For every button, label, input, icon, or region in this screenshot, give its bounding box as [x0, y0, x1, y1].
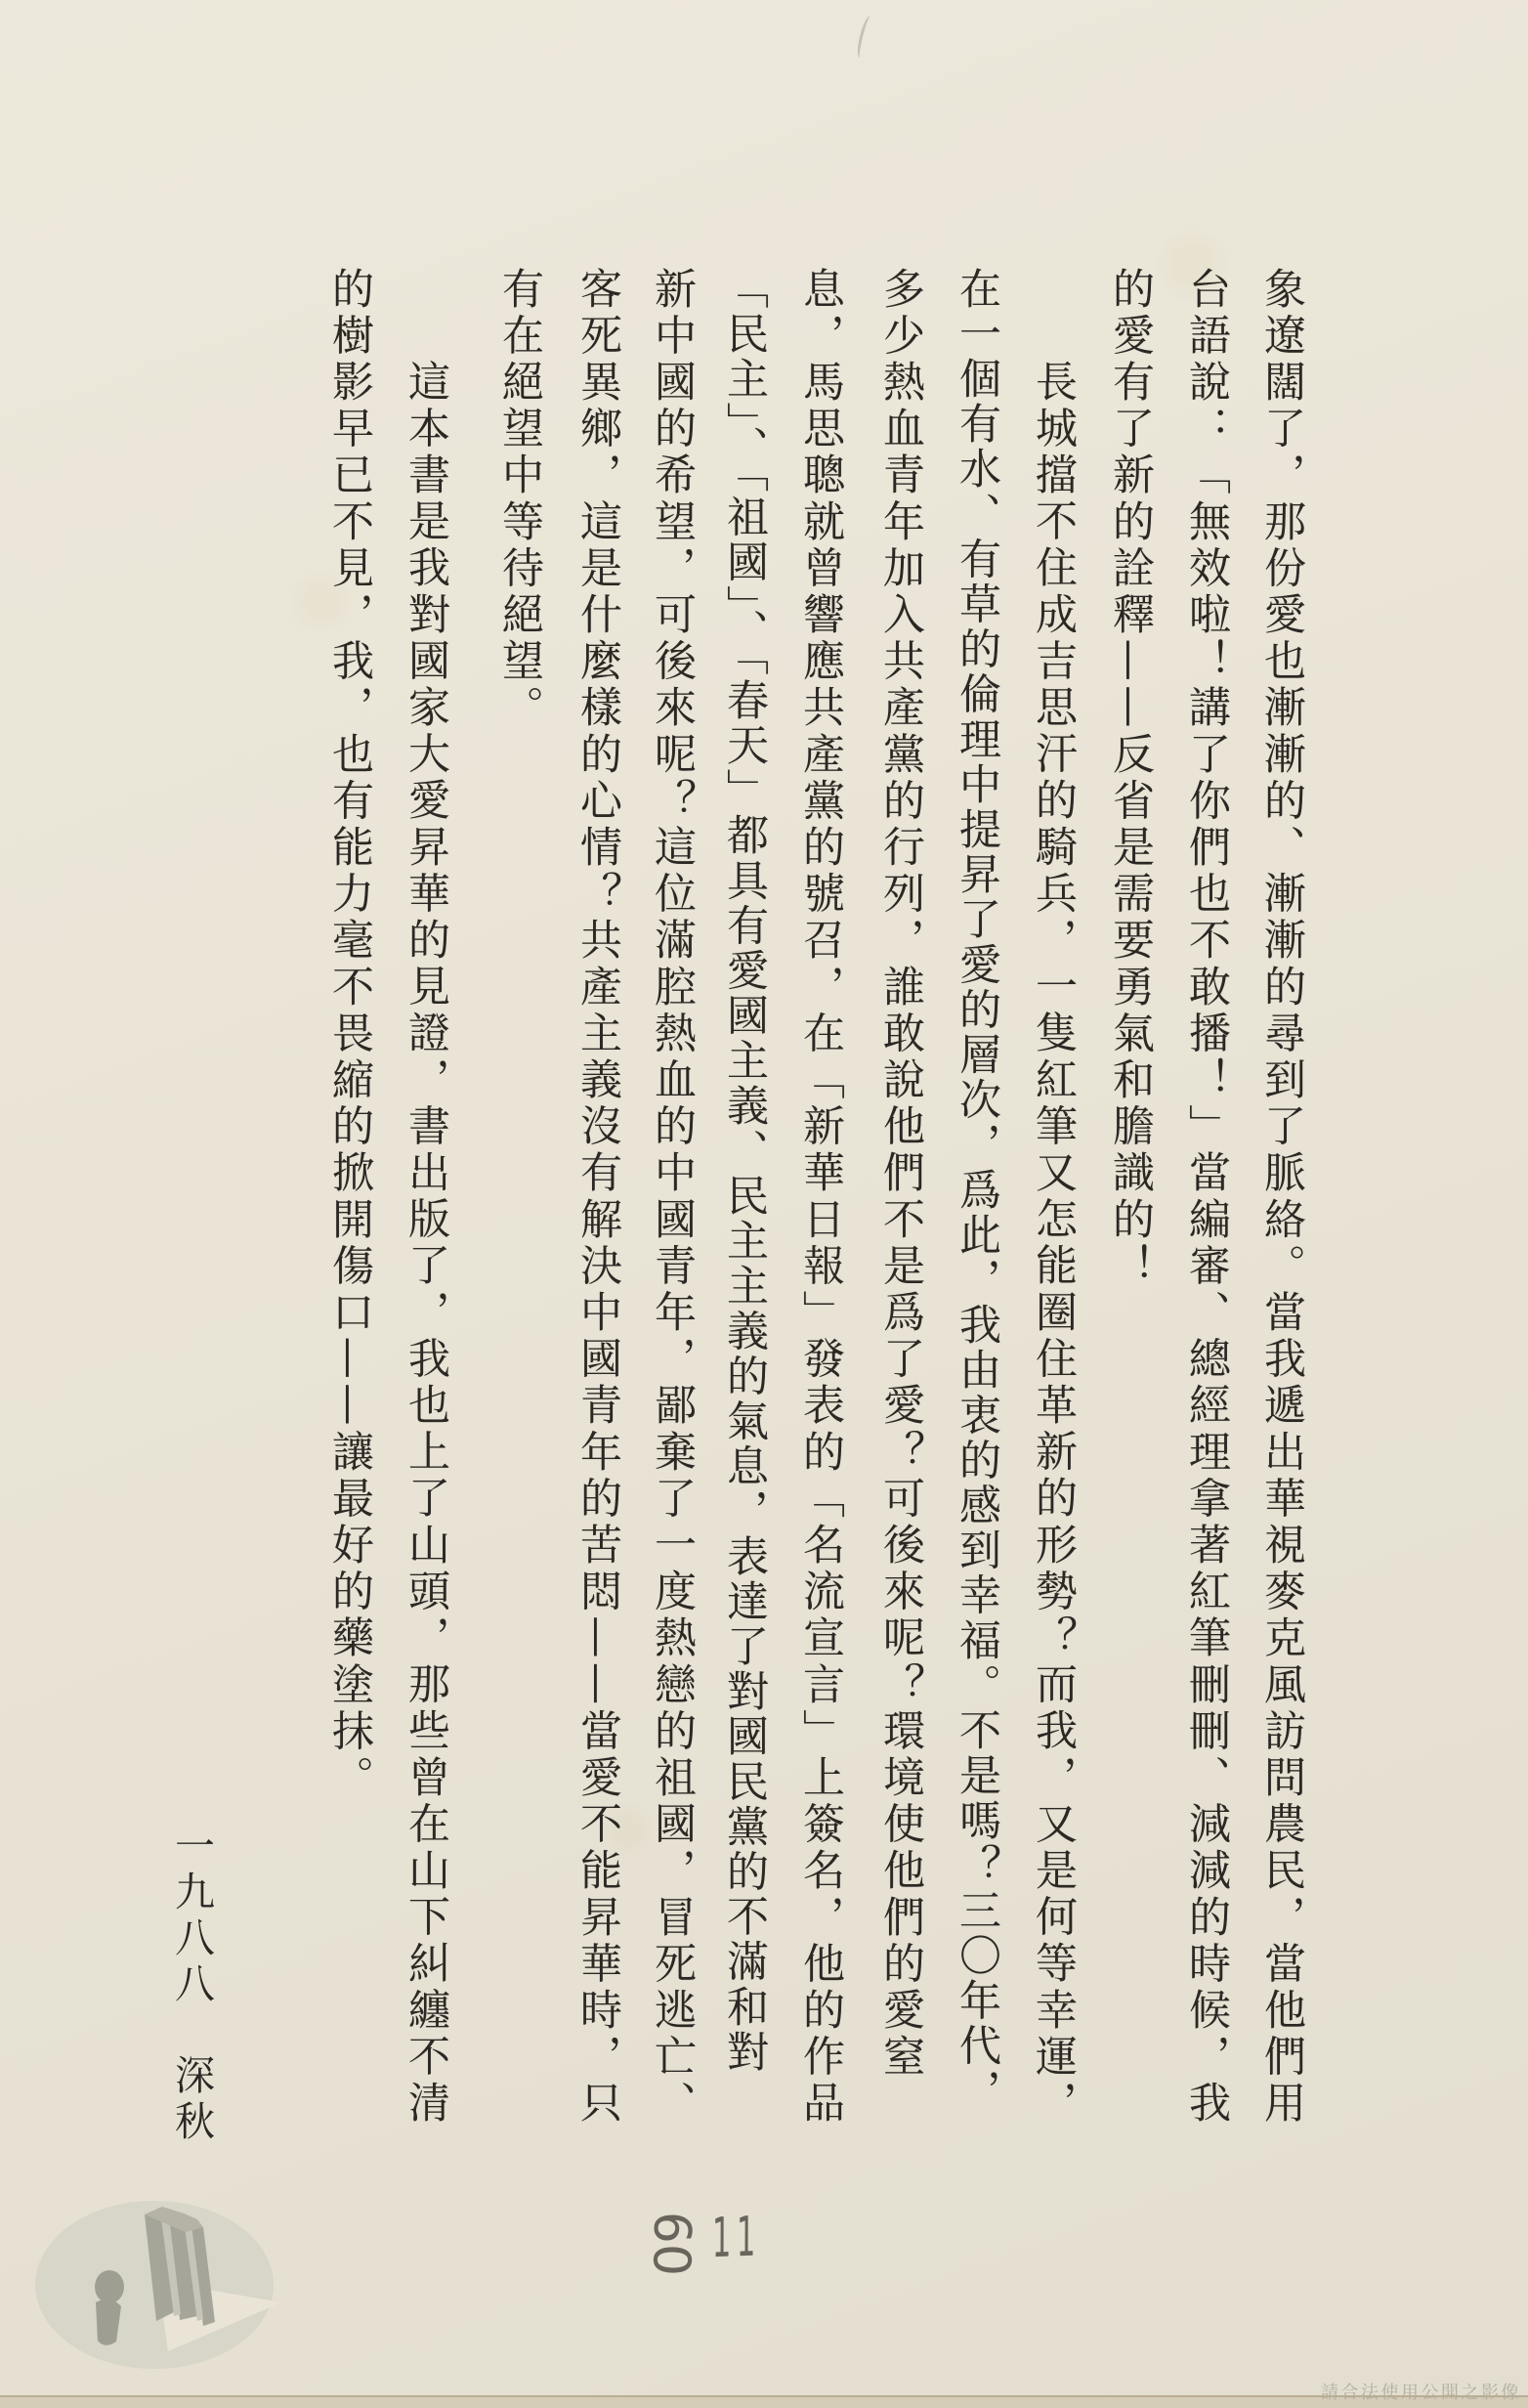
text-column-8: 「民主」、「祖國」、「春天」都具有愛國主義、民主主義的氣息，表達了對國民黨的不滿和對 — [720, 267, 769, 2076]
pencil-note — [634, 2204, 804, 2277]
text-column-1: 象遼闊了，那份愛也漸漸的、漸漸的尋到了脈絡。當我遞出華視麥克風訪問農民，當他們用 — [1257, 267, 1306, 2128]
page-bottom-edge — [0, 2395, 1528, 2408]
text-column-7: 息，馬思聰就曾響應共產黨的號召，在「新華日報」發表的「名流宣言」上簽名，他的作品 — [796, 267, 845, 2128]
date-line: 一九八八 深秋 — [168, 1825, 215, 2146]
text-column-4: 長城擋不住成吉思汗的騎兵，一隻紅筆又怎能圈住革新的形勢？而我，又是何等幸運， — [1029, 360, 1078, 2128]
pencil-note-rotated-part: 60 — [641, 2211, 701, 2277]
text-column-11: 有在絕望中等待絕望。 — [495, 267, 544, 732]
text-column-3: 的愛有了新的詮釋——反省是需要勇氣和膽識的！ — [1106, 267, 1155, 1291]
pen-stroke-mark — [855, 15, 875, 59]
text-column-5: 在一個有水、有草的倫理中提昇了愛的層次，爲此，我由衷的感到幸福。不是嗎？三〇年代， — [953, 267, 1001, 2115]
pencil-note-straight-part: 11 — [711, 2205, 762, 2271]
text-column-10: 客死異鄉，這是什麼樣的心情？共產主義沒有解決中國青年的苦悶——當愛不能昇華時，只 — [573, 267, 622, 2128]
text-column-12: 這本書是我對國家大愛昇華的見證，書出版了，我也上了山頭，那些曾在山下糾纏不清 — [402, 360, 450, 2128]
text-column-9: 新中國的希望，可後來呢？這位滿腔熱血的中國青年，鄙棄了一度熱戀的祖國，冒死逃亡、 — [648, 267, 697, 2128]
text-column-6: 多少熱血青年加入共產黨的行列，誰敢說他們不是爲了愛？可後來呢？環境使他們的愛窒 — [876, 267, 925, 2082]
books-and-reader-icon — [29, 2187, 293, 2404]
watermark-text: 請合法使用公開之影像 — [1321, 2383, 1521, 2403]
text-column-2: 台語說：「無效啦！講了你們也不敢播！」當編審、總經理拿著紅筆刪刪、減減的時候，我 — [1182, 267, 1231, 2128]
library-logo — [29, 2187, 293, 2408]
text-column-13: 的樹影早已不見，我，也有能力毫不畏縮的掀開傷口——讓最好的藥塗抹。 — [325, 267, 374, 1802]
